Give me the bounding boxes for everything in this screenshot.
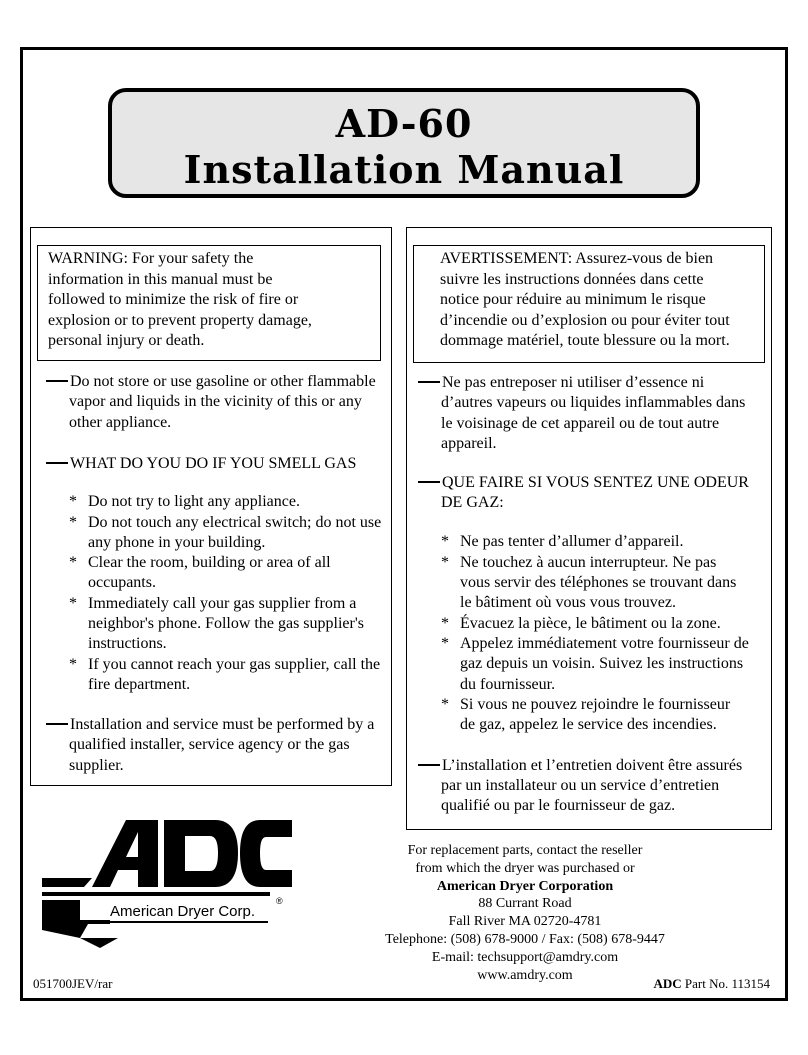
logo-letter-c	[240, 820, 292, 887]
english-item-line: occupants.	[88, 574, 156, 591]
english-item: Clear the room, building or area of all	[88, 554, 331, 571]
registered-mark: ®	[276, 896, 283, 906]
warning-line: information in this manual must be	[48, 270, 273, 288]
french-warning-box	[413, 245, 765, 363]
warning-line: suivre les instructions données dans cette	[440, 270, 704, 288]
address-line: Fall River MA 02720-4781	[448, 914, 602, 930]
french-p1-line: appareil.	[441, 435, 497, 452]
english-p1: Do not store or use gasoline or other flammable	[46, 372, 376, 393]
bullet-star: *	[441, 533, 449, 550]
doc-code: 051700JEV/rar	[33, 976, 113, 991]
french-item: Ne pas tenter d’allumer d’appareil.	[460, 533, 684, 550]
english-warning-box	[37, 245, 381, 361]
bullet-star: *	[69, 554, 77, 571]
french-item-line: de gaz, appelez le service des incendies.	[460, 716, 717, 733]
warning-line: notice pour réduire au minimum le risque	[440, 291, 706, 308]
bullet-star: *	[441, 615, 449, 632]
bullet-star: *	[441, 635, 449, 652]
english-p3-line: qualified installer, service agency or the gas	[69, 736, 350, 753]
title-box	[108, 88, 700, 198]
english-item-line: fire department.	[88, 676, 191, 693]
logo-letter-a	[92, 820, 158, 887]
warning-line: explosion or to prevent property damage,	[48, 311, 312, 329]
french-p2-line: DE GAZ:	[441, 494, 504, 511]
dash-mark	[46, 723, 68, 725]
contact-line: from which the dryer was purchased or	[415, 860, 635, 876]
bullet-star: *	[441, 696, 449, 713]
french-p1-line: le voisinage de cet appareil ou de tout autre	[441, 415, 720, 432]
french-item-line: gaz depuis un voisin. Suivez les instructions	[460, 655, 744, 672]
contact-line: For replacement parts, contact the reseller	[407, 843, 643, 858]
english-item-line: neighbor's phone. Follow the gas supplier's	[88, 615, 364, 632]
bullet-star: *	[441, 554, 449, 571]
bullet-star: *	[69, 595, 77, 612]
bullet-star: *	[69, 656, 77, 673]
french-item: Appelez immédiatement votre fournisseur de	[460, 635, 749, 652]
dash-mark	[418, 481, 440, 483]
warning-line: followed to minimize the risk of fire or	[48, 291, 299, 308]
french-p1: Ne pas entreposer ni utiliser d’essence ni	[418, 373, 704, 394]
part-number: ADC Part No. 113154	[653, 976, 770, 991]
warning-line: WARNING: For your safety the	[48, 250, 254, 267]
english-item: Do not try to light any appliance.	[88, 493, 300, 510]
french-p3-line: qualifié ou par le fournisseur de gaz.	[441, 797, 676, 814]
french-p3: L’installation et l’entretien doivent être assurés	[418, 756, 742, 777]
english-item: Immediately call your gas supplier from a	[88, 595, 357, 612]
english-p3-line: supplier.	[69, 757, 124, 774]
adc-logo	[40, 812, 300, 952]
logo-text: American Dryer Corp.	[110, 903, 256, 920]
french-item: Évacuez la pièce, le bâtiment ou la zone.	[460, 615, 721, 632]
dash-mark	[46, 462, 68, 464]
warning-line: personal injury or death.	[48, 332, 205, 349]
contact-info	[370, 842, 680, 984]
english-item-line: any phone in your building.	[88, 534, 266, 551]
english-item: Do not touch any electrical switch; do not use	[88, 514, 382, 531]
dash-mark	[46, 380, 68, 382]
phone-fax: Telephone: (508) 678-9000 / Fax: (508) 678-9447	[385, 931, 665, 947]
french-item: Ne touchez à aucun interrupteur. Ne pas	[460, 554, 717, 571]
french-p2: QUE FAIRE SI VOUS SENTEZ UNE ODEUR	[418, 473, 749, 494]
french-item: Si vous ne pouvez rejoindre le fournisseur	[460, 696, 731, 713]
french-item-line: du fournisseur.	[460, 676, 556, 693]
company-name: American Dryer Corporation	[436, 878, 614, 894]
french-p3-line: par un installateur ou un service d’entretien	[441, 777, 720, 794]
bullet-star: *	[69, 514, 77, 531]
french-item-line: le bâtiment où vous vous trouvez.	[460, 594, 676, 611]
english-p3: Installation and service must be performed by a	[46, 715, 374, 736]
website: www.amdry.com	[477, 967, 573, 983]
warning-line: AVERTISSEMENT: Assurez-vous de bien	[440, 250, 714, 267]
bullet-star: *	[69, 493, 77, 510]
english-p2: WHAT DO YOU DO IF YOU SMELL GAS	[46, 454, 356, 475]
email: E-mail: techsupport@amdry.com	[431, 949, 619, 965]
french-item-line: vous servir des téléphones se trouvant dans	[460, 574, 737, 591]
dash-mark	[418, 381, 440, 383]
dash-mark	[418, 764, 440, 766]
title-model: AD-60	[335, 101, 473, 146]
english-p1-line: vapor and liquids in the vicinity of this or any	[69, 393, 362, 410]
english-item-line: instructions.	[88, 635, 167, 652]
address-line: 88 Currant Road	[478, 896, 572, 912]
warning-line: dommage matériel, toute blessure ou la mort.	[440, 332, 730, 349]
warning-line: d’incendie ou d’explosion ou pour éviter tout	[440, 311, 730, 329]
english-item: If you cannot reach your gas supplier, call the	[88, 656, 381, 673]
title-text: Installation Manual	[183, 147, 625, 192]
french-p1-line: d’autres vapeurs ou liquides inflammables dans	[441, 394, 746, 411]
english-p1-line: other appliance.	[69, 414, 172, 431]
